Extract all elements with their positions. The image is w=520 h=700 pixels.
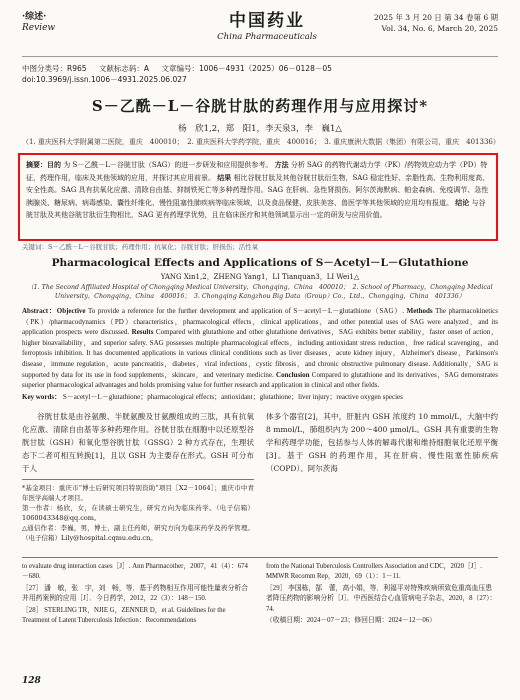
keywords-en-text: S－acetyl－L－glutathione；pharmacological effects；antioxidant；glutathione；liver injury；reactive oxygen species	[62, 392, 403, 401]
authors-cn: 杨 欣1,2，郑 阳1，李天泉3，李 巍1△	[178, 124, 342, 134]
objective-label: 摘要：目的	[26, 160, 61, 169]
keywords-cn: 关键词：S－乙酰－L－谷胱甘肽；药理作用；抗氧化；谷胱甘肽；肝损伤；活性氧	[22, 243, 259, 251]
conclusion-label: 结论	[455, 197, 470, 207]
reference-item: to evaluate drug interaction cases［J］. Ann Pharmacother，2007，41（4）：674－680.	[22, 562, 248, 581]
references-left	[22, 562, 254, 628]
conclusion-en: Compared to glutathione and its derivatives，SAG demonstrates superior pharmacological advantages and holds promising value for further research and application in clinical and other fields.	[22, 370, 498, 390]
reference-item: from the National Tuberculosis Controllers Association and CDC，2020［J］. MMWR Recomm Rep，2020，69（1）：1－11.	[266, 562, 482, 581]
clc-number: 中图分类号：R965	[22, 64, 87, 73]
issue-line-en: Vol. 34, No. 6, March 20, 2025	[381, 24, 498, 33]
footnote	[22, 479, 254, 543]
conclusion-en-label: Conclusion	[276, 370, 310, 379]
journal-name-en: China Pharmaceuticals	[217, 32, 317, 42]
corresponding-author-note: △通信作者：李巍，男，博士，副主任药师，研究方向为临床药学及药学管理。（电子信箱）Lily@hospital.cqmu.edu.cn。	[22, 523, 254, 542]
body-paragraph-left: 谷胱甘肽是由谷氨酸、半胱氨酸及甘氨酸组成的三肽，具有抗氧化应激、清除自由基等多种药理作用。谷胱甘肽在细胞中以还原型谷胱甘肽（GSH）和氧化型谷胱甘肽（GSSG）2 种方式存在，生理状态下二者可相互转换[1]，且以 GSH 为主要存在形式。GSH 可分布于人	[22, 411, 254, 473]
objective-text: 为 S－乙酰－L－谷胱甘肽（SAG）的进一步研发和应用提供参考。	[63, 161, 273, 169]
affiliations-en: （1. The Second Affiliated Hospital of Chongqing Medical University，Chongqing，China 400010； 2. School of Pharmacy，Chongqing Medical University，Chongqing，China 400016； 3. Chongqing Kangzhou Big Data（Group）Co.，Ltd.，Chongqing，China 401336）	[27, 284, 493, 300]
running-header	[22, 0, 498, 57]
results-en: Compared with glutathione and other glutathione derivatives，SAG exhibits better stability，faster onset of action，higher bioavailability，and superior safety. SAG possesses multiple pharmacological effects，including antioxidant stress reduction，free radical scavenging，and ferroptosis inhibition. It has documented applications in various clinical conditions such as liver diseases，acute kidney injury，Alzheimer's disease，Parkinson's disease，immune regulation，acute pancreatitis，diabetes，viral infections，cystic fibrosis，and chronic obstructive pulmonary disease. Additionally，SAG is supported by data for its use in food supplements，skincare，and veterinary medicine.	[22, 328, 498, 379]
body-columns	[22, 410, 498, 543]
abstract-en	[22, 306, 498, 391]
article-meta	[22, 63, 498, 85]
body-column-right	[266, 410, 498, 543]
methods-en-label: Methods	[406, 307, 433, 315]
body-paragraph-right: 体多个器官[2]，其中，肝脏内 GSH 浓度约 10 mmol/L，大脑中约 8 mmol/L，肺组织内为 200～400 μmol/L。GSH 具有重要的生物学和药理学功能，包括参与人体的解毒代谢和维持细胞氧化还原平衡[3]。基于 GSH 的药理作用，其在肝病、慢性阻塞性肺疾病（COPD）、阿尔茨海	[266, 411, 498, 473]
method-text: 分析 SAG 的药物代谢动力学（PK）/药物效应动力学（PD）特征，药理作用，临床及其他领域的应用，并探讨其应用前景。	[26, 161, 488, 182]
journal-logo	[192, 6, 342, 42]
issue-info	[374, 12, 498, 34]
highlighted-abstract-cn	[18, 153, 498, 241]
section-en: Review	[22, 23, 56, 33]
reference-item: ［27］ 潘 敏，张 宇，刘 畅，等．基于药物相互作用可能性量表分析合并用药案例的应用［J］．今日药学，2012，22（3）：148－150.	[22, 584, 248, 603]
keywords-en	[22, 392, 498, 402]
result-text: 相比谷胱甘肽及其他谷胱甘肽衍生物，SAG 稳定性好、亲脂性高、生物利用度高、安全性高。SAG 具有抗氧化应激、清除自由基、抑制铁死亡等多种药理作用。SAG 在肝病、急性肾损伤、阿尔茨海默病、帕金森病、免疫调节、急性胰腺炎、糖尿病、病毒感染、囊性纤维化、慢性阻塞性肺疾病等临床领域，以及食品保健、皮肤美容、兽医学等其他领域的应用均有报道。	[26, 173, 490, 207]
methods-en: The pharmacokinetics（PK）/pharmacodynamics（PD）characteristics，pharmacological effects，clinical applications，and other potential uses of SAG were analyzed，and its application prospects were discussed.	[22, 307, 498, 337]
reference-item: ［28］ STERLING TR，NJIE G，ZENNER D，et al. Guidelines for the Treatment of Latent Tuberculosis Infection：Recommendations	[22, 606, 226, 625]
issue-line-cn: 2025 年 3 月 20 日 第 34 卷第 6 期	[373, 13, 498, 22]
body-column-left	[22, 410, 254, 543]
objective-en-label: Objective	[56, 307, 86, 315]
keywords-en-label: Key words：	[22, 392, 62, 401]
article-title-en: Pharmacological Effects and Applications of S－Acetyl－L－Glutathione	[51, 257, 469, 269]
received-dates: （收稿日期：2024－07－23；修回日期：2024－12－06）	[266, 617, 436, 625]
article-number: 文章编号：1006－4931（2025）06－0128－05	[161, 64, 332, 73]
fund-note: *基金项目：重庆市“博士后研究项目特别资助”项目［X2－1064］；重庆市中青年医学高端人才项目。	[22, 483, 254, 502]
reference-item: ［29］ 李国栋，郜 蕾，高小娟，等．利福平对特殊疾病所致危重高血压患者降压药物的影响分析［J］．中西医结合心血管病电子杂志，2020，8（27）：74.	[266, 584, 497, 613]
section-label	[22, 12, 55, 34]
references	[22, 557, 498, 628]
first-author-note: 第一作者：杨欣，女，在读硕士研究生，研究方向为临床药学。（电子信箱）1060043348@qq.com。	[22, 503, 254, 522]
page-number: 128	[22, 676, 41, 686]
affiliations-cn: （1. 重庆医科大学附属第二医院，重庆 400010； 2. 重庆医科大学药学院，重庆 400016； 3. 重庆康洲大数据（集团）有限公司，重庆 401336）	[22, 138, 500, 146]
result-label: 结果	[217, 172, 232, 182]
article-title-cn: S－乙酰－L－谷胱甘肽的药理作用与应用探讨*	[91, 97, 429, 115]
results-en-label: Results	[131, 328, 154, 337]
doi: doi:10.3969/j.issn.1006－4931.2025.06.027	[22, 75, 187, 84]
document-code: 文献标志码：A	[98, 64, 150, 73]
abstract-en-label: Abstract：	[22, 307, 57, 315]
section-cn: ·综述·	[22, 12, 47, 22]
conclusion-text: 与谷胱甘肽及其他谷胱甘肽衍生物相比，SAG 更有药理学优势，且在临床医疗和其他领域显示出一定的研发与应用价值。	[26, 198, 486, 219]
method-label: 方法	[274, 160, 289, 169]
references-right	[266, 562, 498, 628]
journal-name-cn: 中国药业	[229, 11, 305, 31]
authors-en: YANG Xin1,2，ZHENG Yang1，LI Tianquan3，LI Wei1△	[160, 273, 360, 281]
objective-en: To provide a reference for the further development and application of S－acetyl－L－glutathione（SAG）.	[88, 307, 404, 315]
